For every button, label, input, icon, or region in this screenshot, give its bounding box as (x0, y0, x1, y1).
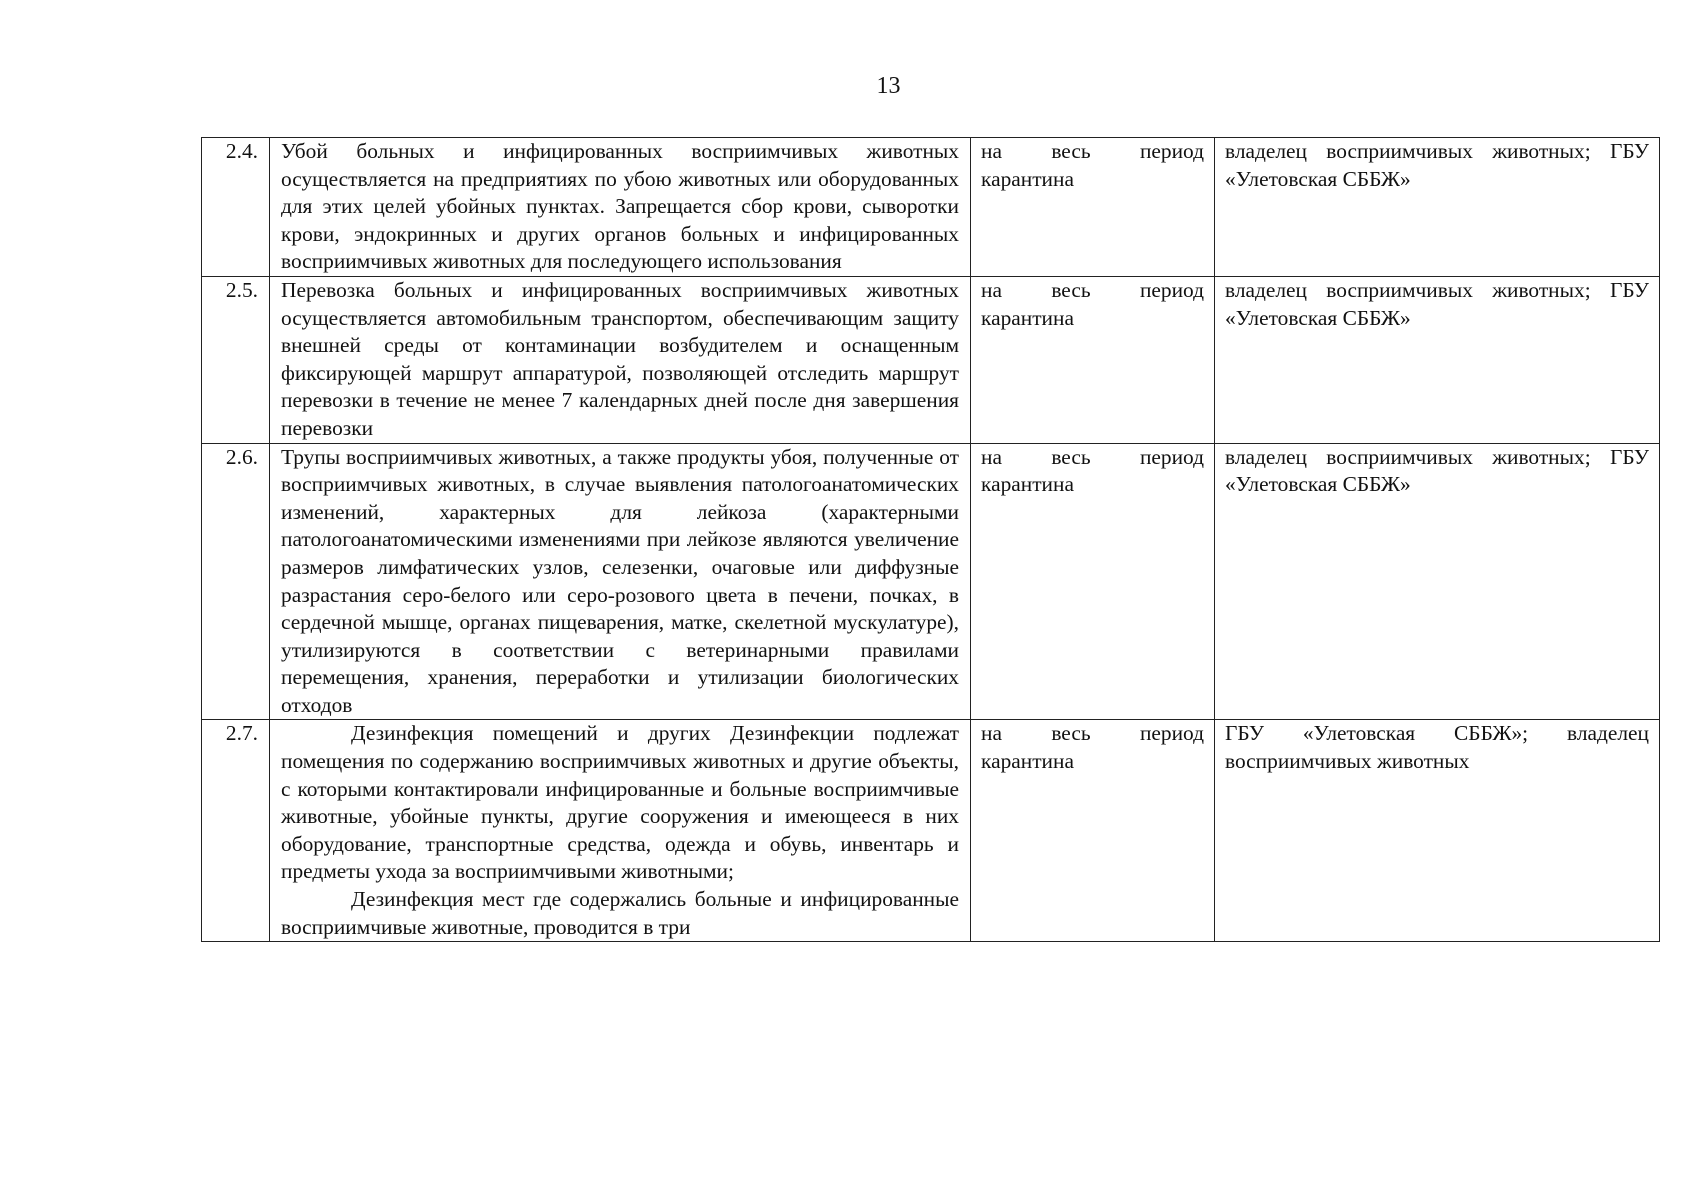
item-period: на весь период карантина (971, 720, 1215, 942)
item-responsible: владелец восприимчивых животных; ГБУ «Улетовская СББЖ» (1215, 443, 1660, 720)
table-row (202, 138, 1660, 277)
item-description (270, 443, 971, 720)
description-paragraph: Перевозка больных и инфицированных восприимчивых животных осуществляется автомобильным транспортом, обеспечивающим защиту внешней среды от контаминации возбудителем и оснащенным фиксирующей маршрут аппаратурой, позволяющей отследить маршрут перевозки в течение не менее 7 календарных дней после дня завершения перевозки (281, 277, 959, 440)
item-number: 2.6. (202, 443, 270, 720)
description-paragraph: Дезинфекция помещений и других Дезинфекции подлежат помещения по содержанию восприимчивых животных и другие объекты, с которыми контактировали инфицированные и больные восприимчивые животные, убойные пункты, другие сооружения и имеющееся в них оборудование, транспортные средства, одежда и обувь, инвентарь и предметы ухода за восприимчивыми животными; (281, 721, 959, 884)
item-number: 2.5. (202, 276, 270, 443)
item-responsible: владелец восприимчивых животных; ГБУ «Улетовская СББЖ» (1215, 138, 1660, 277)
measures-table (201, 137, 1660, 942)
item-description (270, 720, 971, 942)
description-paragraph: Убой больных и инфицированных восприимчивых животных осуществляется на предприятиях по убою животных или оборудованных для этих целей убойных пунктах. Запрещается сбор крови, сыворотки крови, эндокринных и других органов больных и инфицированных восприимчивых животных для последующего использования (281, 139, 959, 274)
page-number: 13 (876, 73, 901, 99)
item-description (270, 276, 971, 443)
table-row (202, 276, 1660, 443)
item-number: 2.7. (202, 720, 270, 942)
item-responsible: владелец восприимчивых животных; ГБУ «Улетовская СББЖ» (1215, 276, 1660, 443)
description-paragraph: Трупы восприимчивых животных, а также продукты убоя, полученные от восприимчивых животных, в случае выявления патологоанатомических изменений, характерных для лейкоза (характерными патологоанатомическими изменениями при лейкозе являются увеличение размеров лимфатических узлов, селезенки, очаговые или диффузные разрастания серо-белого или серо-розового цвета в печени, почках, в сердечной мышце, органах пищеварения, матке, скелетной мускулатуре), утилизируются в соответствии с ветеринарными правилами перемещения, хранения, переработки и утилизации биологических отходов (281, 444, 959, 717)
table-row (202, 720, 1660, 942)
item-description (270, 138, 971, 277)
table-row (202, 443, 1660, 720)
item-period: на весь период карантина (971, 276, 1215, 443)
item-number: 2.4. (202, 138, 270, 277)
item-period: на весь период карантина (971, 138, 1215, 277)
item-responsible: ГБУ «Улетовская СББЖ»; владелец восприимчивых животных (1215, 720, 1660, 942)
description-paragraph: Дезинфекция мест где содержались больные и инфицированные восприимчивые животные, проводится в три (281, 887, 959, 939)
item-period: на весь период карантина (971, 443, 1215, 720)
